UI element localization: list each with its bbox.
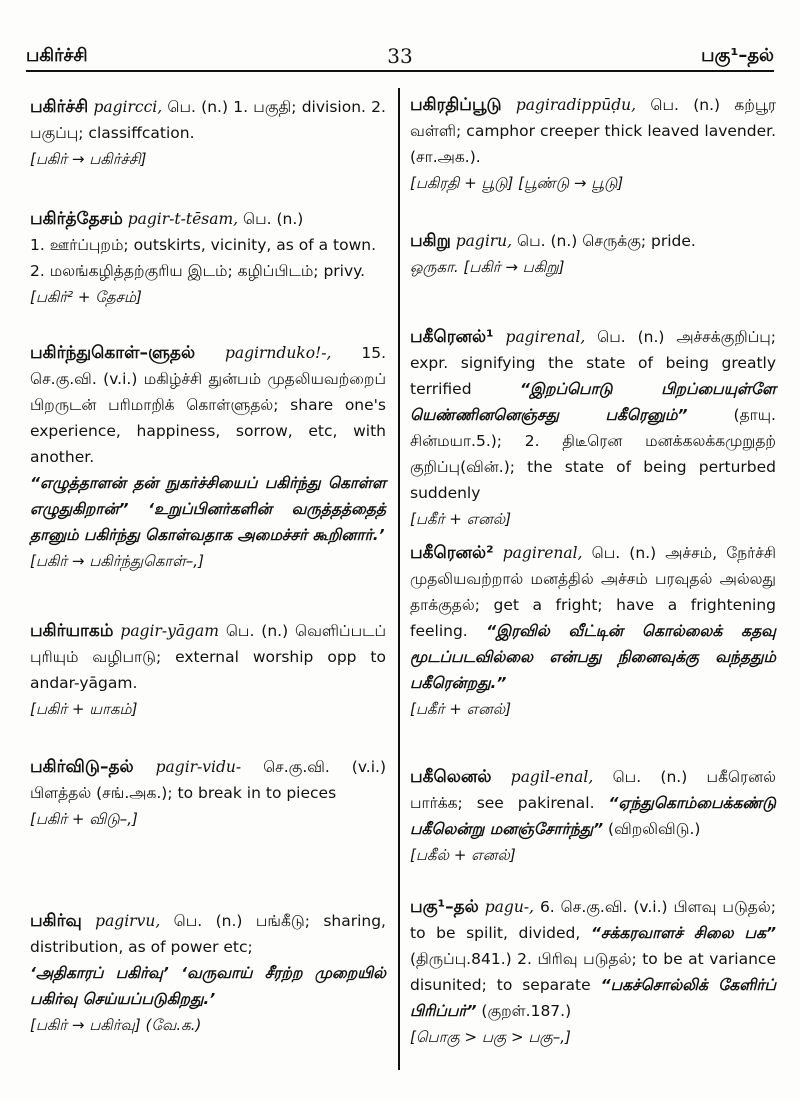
headword: பகிர்விடு–தல் xyxy=(30,757,134,777)
definition-cont-2: (குறள்.187.) xyxy=(481,1002,572,1020)
headword: பகிறு xyxy=(410,231,451,251)
guide-word-right: பகு¹–தல் xyxy=(701,45,774,66)
definition: பெ. (n.) அச்சம், நேர்ச்சி முதலியவற்றால் மனத்தில் அச்சம் பரவுதல் அல்லது தாக்குதல்; get a fright; have a frightening feeling. xyxy=(410,544,776,640)
definition-cont: (விறலிவிடு.) xyxy=(608,820,701,838)
entry-pagirvu xyxy=(30,908,386,1038)
etymology: [பகிர் → பகிர்ச்சி] xyxy=(30,150,147,168)
definition: 6. செ.கு.வி. (v.i.) பிளவு படுதல்; to be spilit, divided, xyxy=(410,898,776,942)
guide-word-left: பகிர்ச்சி xyxy=(26,45,88,66)
headword: பகீரெனல்² xyxy=(410,543,494,563)
etymology: ஒருகா. [பகிர் → பகிறு] xyxy=(410,258,565,276)
etymology: [பகிர் + விடு–,] xyxy=(30,810,138,828)
transliteration: pagirenal, xyxy=(502,544,583,562)
header-rule xyxy=(26,70,774,72)
definition-cont: (திருப்பு.841.) 2. பிரிவு படுதல்; to be at variance disunited; to separate xyxy=(410,950,776,994)
transliteration: pagirvu, xyxy=(95,912,161,930)
headword: பகீலெனல் xyxy=(410,767,492,787)
example: ‘அதிகாரப் பகிர்வு’ ‘வருவாய் சீரற்ற முறையில் பகிர்வு செய்யப்படுகிறது.’ xyxy=(30,964,386,1008)
entry-pagircci xyxy=(30,94,386,172)
headword: பகிர்வு xyxy=(30,911,82,931)
definition: பெ. (n.) வெளிப்படப் புரியும் வழிபாடு; external worship opp to andar-yāgam. xyxy=(30,622,386,692)
headword: பகீரெனல்¹ xyxy=(410,327,494,347)
example: “இரவில் வீட்டின் கொல்லைக் கதவு மூடப்படவில்லை என்பது நினைவுக்கு வந்ததும் பகீரென்றது.” xyxy=(410,622,777,692)
headword: பகிர்யாகம் xyxy=(30,621,114,641)
entry-pagil-enal xyxy=(410,764,776,868)
entry-pagiru xyxy=(410,228,776,280)
transliteration: pagir-t-tēsam, xyxy=(127,210,239,228)
headword: பகிர்ச்சி xyxy=(30,97,89,117)
headword: பகிர்த்தேசம் xyxy=(30,209,123,229)
example: “எழுத்தாளன் தன் நுகர்ச்சியைப் பகிர்ந்து கொள்ள எழுதுகிறான்” ‘உறுப்பினர்களின் வருத்தத்தைத் தானும் பகிர்ந்து கொள்வதாக அமைச்சர் கூறினார்.’ xyxy=(30,474,386,544)
etymology: [பகிர் → பகிர்ந்துகொள்–,] xyxy=(30,552,204,570)
transliteration: pagu-, xyxy=(484,898,534,916)
entry-pagirndukol xyxy=(30,340,386,574)
definition: 15. செ.கு.வி. (v.i.) மகிழ்ச்சி துன்பம் முதலியவற்றைப் பிறருடன் பரிமாறிக் கொள்ளுதல்; share one's experience, happiness, sorrow, etc, with another. xyxy=(30,344,386,466)
etymology: [பகிரதி + பூடு] [பூண்டு → பூடு] xyxy=(410,174,624,192)
etymology: [பகீர் + எனல்] xyxy=(410,700,512,718)
headword: பகிரதிப்பூடு xyxy=(410,95,502,115)
definition-cont: (தாயு. சின்மயா.5.); 2. திடீரென மனக்கலக்கமுறுதற் குறிப்பு(வின்.); the state of being perturbed suddenly xyxy=(410,406,776,502)
headword: பகிர்ந்துகொள்–ளுதல் xyxy=(30,343,196,363)
entry-pagir-yagam xyxy=(30,618,386,722)
etymology: [பகிர் → பகிர்வு] (வே.க.) xyxy=(30,1016,202,1034)
entry-pagirenal-1 xyxy=(410,324,776,532)
entry-pagirenal-2 xyxy=(410,540,776,722)
etymology: [பகிர்² + தேசம்] xyxy=(30,288,142,306)
transliteration: pagircci, xyxy=(93,98,163,116)
transliteration: pagir-yāgam xyxy=(120,622,219,640)
entry-pagu-tal xyxy=(410,894,776,1050)
entry-pagiradippudu xyxy=(410,92,776,196)
transliteration: pagirnduko!-, xyxy=(224,344,332,362)
example: “இறப்பொடு பிறப்பையுள்ளே யெண்ணினனெஞ்சது பகீரெனும்” xyxy=(410,380,776,424)
transliteration: pagil-enal, xyxy=(510,768,594,786)
definition: பெ. (n.) xyxy=(243,210,304,228)
definition: செ.கு.வி. (v.i.) பிளத்தல் (சங்.அக.); to break in to pieces xyxy=(30,758,386,802)
definition: பெ. (n.) அச்சக்குறிப்பு; expr. signifying the state of being greatly terrified xyxy=(410,328,776,398)
transliteration: pagirenal, xyxy=(505,328,586,346)
example: “சக்கரவாளச் சிலை பக” xyxy=(590,924,776,942)
example-2: “பகச்சொல்லிக் கேளிர்ப் பிரிப்பர்” xyxy=(410,976,776,1020)
definition: பெ. (n.) 1. பகுதி; division. 2. பகுப்பு; classiffcation. xyxy=(30,98,386,142)
definition: பெ. (n.) கற்பூர வள்ளி; camphor creeper thick leaved lavender. (சா.அக.). xyxy=(410,96,776,166)
example: “ஏந்துகொம்பைக்கண்டு பகீலென்று மனஞ்சோர்ந்து” xyxy=(410,794,776,838)
sense-2: 2. மலங்கழித்தற்குரிய இடம்; கழிப்பிடம்; privy. xyxy=(30,262,366,280)
etymology: [பகீல் + எனல்] xyxy=(410,846,516,864)
etymology: [பகிர் + யாகம்] xyxy=(30,700,138,718)
entry-pagir-vidu xyxy=(30,754,386,832)
headword: பகு¹–தல் xyxy=(410,897,479,917)
sense-1: 1. ஊர்ப்புறம்; outskirts, vicinity, as of a town. xyxy=(30,236,377,254)
page-header xyxy=(26,40,774,70)
entry-pagir-t-tesam xyxy=(30,206,386,310)
etymology: [பொகு > பகு > பகு–,] xyxy=(410,1028,571,1046)
definition: பெ. (n.) பங்கீடு; sharing, distribution, as of power etc; xyxy=(30,912,386,956)
transliteration: pagiru, xyxy=(455,232,513,250)
page-number: 33 xyxy=(387,44,413,68)
definition: பெ. (n.) செருக்கு; pride. xyxy=(517,232,696,250)
etymology: [பகீர் + எனல்] xyxy=(410,510,512,528)
definition: பெ. (n.) பகீரெனல் பார்க்க; see pakirenal. xyxy=(410,768,776,812)
column-divider xyxy=(398,88,400,1070)
transliteration: pagiradippūḍu, xyxy=(515,96,637,114)
transliteration: pagir-vidu- xyxy=(155,758,242,776)
